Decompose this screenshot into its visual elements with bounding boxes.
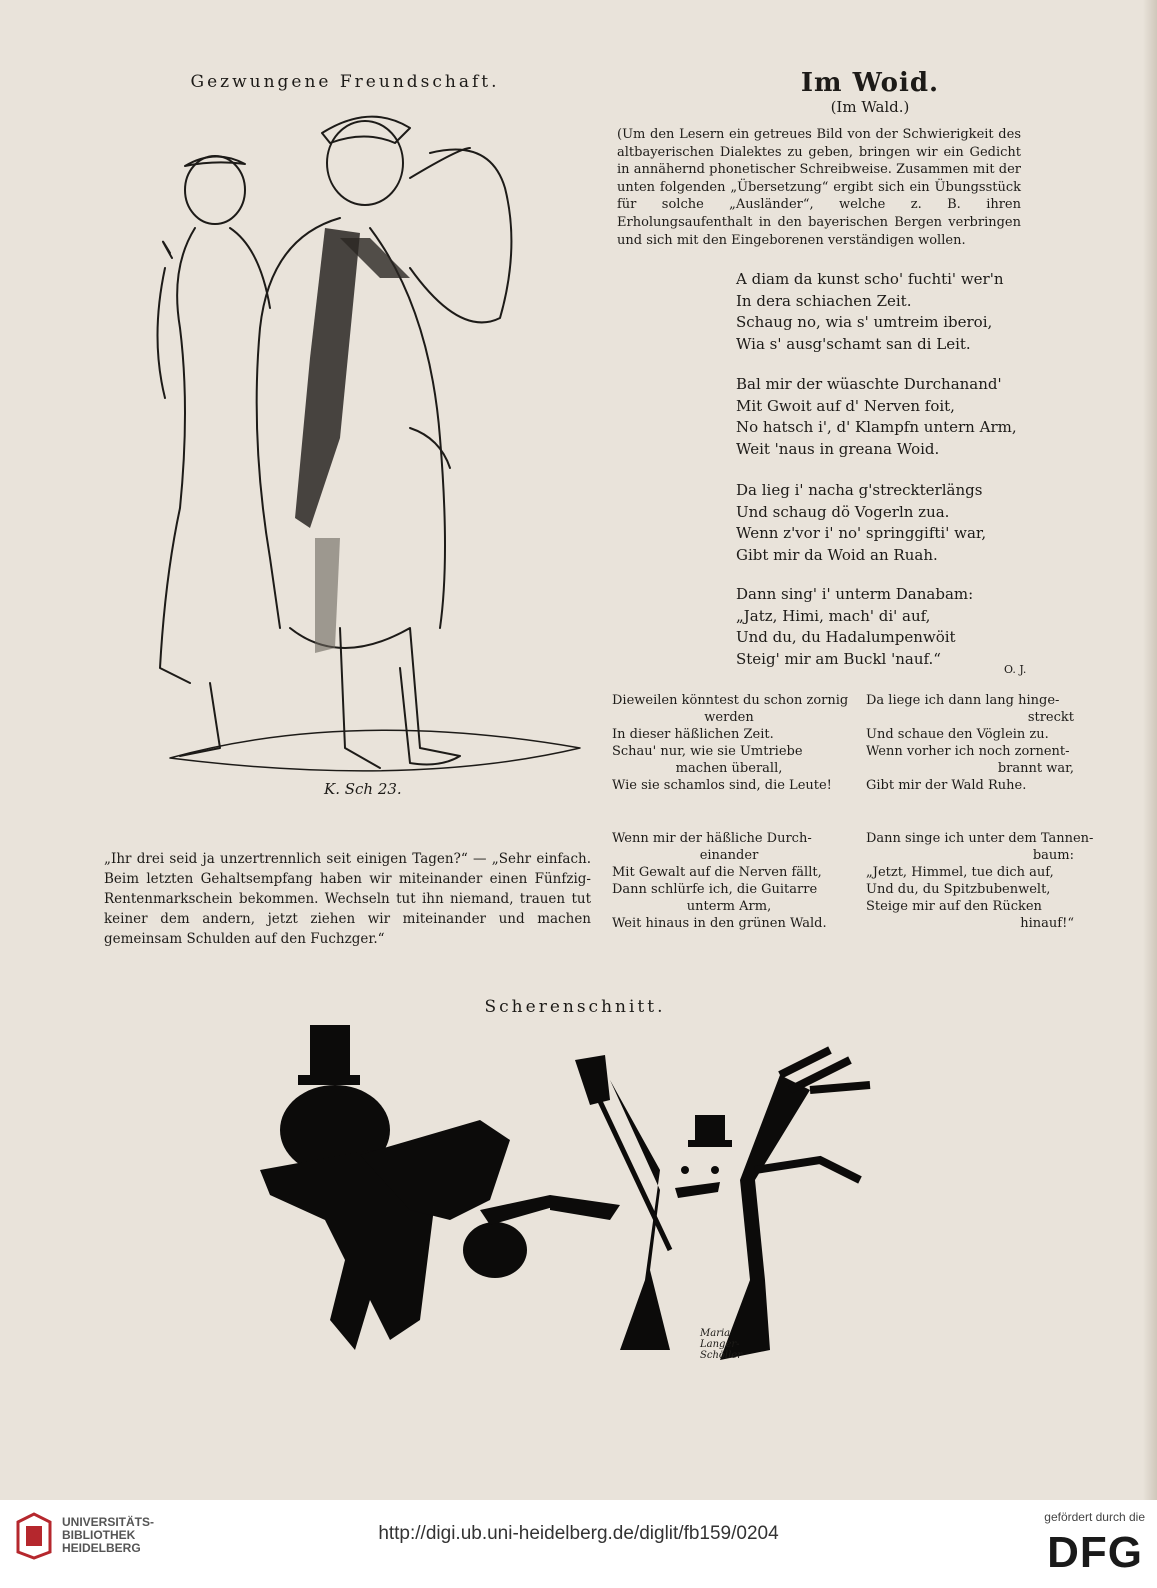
bottom-heading: Scherenschnitt. <box>484 997 666 1017</box>
drawing-signature: K. Sch 23. <box>324 780 402 798</box>
umbrella-handle <box>550 1195 620 1220</box>
basket-bundle <box>463 1222 527 1278</box>
translation-line: Und du, du Spitzbubenwelt, <box>866 882 1051 897</box>
poem-line: No hatsch i', d' Klampfn untern Arm, <box>736 418 1017 436</box>
translation-col2-stanza2 <box>866 830 1094 932</box>
translation-line: Dann singe ich unter dem Tannen- <box>866 831 1094 846</box>
caricature-illustration <box>110 108 600 820</box>
translation-line: Wenn vorher ich noch zornent- <box>866 744 1070 759</box>
poem-line: Wia s' ausg'schamt san di Leit. <box>736 334 971 353</box>
translation-line: Da liege ich dann lang hinge- <box>866 693 1060 708</box>
dialect-stanza-1 <box>736 269 1026 355</box>
left-man-coat-left <box>160 228 195 683</box>
snowman-hat <box>695 1115 725 1143</box>
cartoon-caption: „Ihr drei seid ja unzertrennlich seit einigen Tagen?“ — „Sehr einfach. Beim letzten Gehaltsempfang haben wir miteinander einen Fünfzig-Rentenmarkschein bekommen. Wechseln tut ihn niemand, trauen tut keiner dem andern, jetzt ziehen wir miteinander und machen gemeinsam Schulden auf den Fuchzger.“ <box>104 851 591 947</box>
snowman-eye <box>711 1166 719 1174</box>
scarecrow-hat-brim <box>298 1075 360 1085</box>
translation-line: werden <box>704 710 754 725</box>
translation-line: baum: <box>1032 848 1074 863</box>
right-man-arm <box>410 150 511 323</box>
snowman-eye <box>681 1166 689 1174</box>
poem-signature: O. J. <box>1004 663 1027 676</box>
poem-line: Wenn z'vor i' no' springgifti' war, <box>736 524 987 542</box>
left-man-arm <box>158 242 173 398</box>
poem-line: A diam da kunst scho' fuchti' wer'n <box>736 270 1004 288</box>
funded-by-text: gefördert durch die <box>1044 1510 1145 1524</box>
right-man-pocket <box>410 428 450 468</box>
translation-line: Und schaue den Vöglein zu. <box>866 727 1049 742</box>
left-man-head <box>185 156 245 224</box>
broom-head <box>575 1055 610 1105</box>
translation-col2-stanza1 <box>866 692 1074 794</box>
poem-line: Und du, du Hadalumpenwöit <box>736 628 956 646</box>
right-man-head <box>327 121 403 205</box>
poem-line: In dera schiachen Zeit. <box>736 291 912 310</box>
poem-line: Da lieg i' nacha g'streckterlängs <box>736 481 983 499</box>
translation-line: Weit hinaus in den grünen Wald. <box>612 916 827 931</box>
poem-line: Steig' mir am Buckl 'nauf.“ <box>736 649 941 668</box>
broom-stick <box>590 1080 670 1250</box>
poem-line: Mit Gwoit auf d' Nerven foit, <box>736 396 955 415</box>
library-line: HEIDELBERG <box>62 1541 141 1555</box>
snowman-hat-brim <box>688 1140 732 1147</box>
poem-line: Und schaug dö Vogerln zua. <box>736 502 950 521</box>
silhouette-illustration <box>250 1020 950 1400</box>
translation-col1-stanza1 <box>612 692 849 794</box>
poem-line: Dann sing' i' unterm Danabam: <box>736 585 974 603</box>
poem-intro: (Um den Lesern ein getreues Bild von der Schwierigkeit des altbayerischen Dialektes zu geben, bringen wir ein Gedicht in annähernd phonetischer Schreibweise. Zusammen mit der unten folgenden „Übersetzung“ ergibt sich ein Übungsstück für solche „Ausländer“, welche z. B. ihren Erholungsaufenthalt in den bayerischen Bergen verbringen und sich mit den Eingeborenen verständigen wollen. <box>617 127 1021 248</box>
trouser-hatching <box>315 538 340 653</box>
signature-line: Langer- <box>700 1339 740 1350</box>
library-line: BIBLIOTHEK <box>62 1528 136 1542</box>
translation-col1-stanza2 <box>612 830 846 932</box>
translation-line: Mit Gewalt auf die Nerven fällt, <box>612 865 822 880</box>
dialect-stanza-3 <box>736 480 1026 566</box>
translation-line: Dann schlürfe ich, die Guitarre <box>612 882 818 897</box>
translation-line: machen überall, <box>675 761 783 776</box>
silhouette-signature <box>700 1328 742 1361</box>
translation-line: hinauf!“ <box>1020 916 1074 931</box>
right-man-vest <box>295 228 360 528</box>
translation-line: Steige mir auf den Rücken <box>866 899 1042 914</box>
translation-line: Dieweilen könntest du schon zornig <box>612 693 849 708</box>
scarecrow-hat-crown <box>310 1025 350 1080</box>
right-man-pipe <box>410 148 470 178</box>
right-man-coat-right <box>370 228 445 628</box>
poem-line: Gibt mir da Woid an Ruah. <box>736 545 938 564</box>
translation-line: Wie sie schamlos sind, die Leute! <box>612 778 832 793</box>
left-man-leg <box>180 683 220 756</box>
translation-line: brannt war, <box>997 761 1074 776</box>
poem-line: Schaug no, wia s' umtreim iberoi, <box>736 313 993 331</box>
translation-line: In dieser häßlichen Zeit. <box>612 727 774 742</box>
translation-line: Schau' nur, wie sie Umtriebe <box>612 744 803 759</box>
translation-line: Gibt mir der Wald Ruhe. <box>866 778 1027 793</box>
library-line: UNIVERSITÄTS- <box>62 1515 155 1529</box>
signature-line: Maria <box>700 1328 731 1339</box>
poem-line: Weit 'naus in greana Woid. <box>736 439 940 458</box>
translation-line: streckt <box>1027 710 1074 725</box>
left-man-shoulder <box>230 228 270 308</box>
dfg-logo[interactable]: DFG <box>1047 1528 1143 1577</box>
translation-line: „Jetzt, Himmel, tue dich auf, <box>866 865 1054 880</box>
left-heading: Gezwungene Freundschaft. <box>190 72 500 92</box>
source-url-link[interactable]: http://digi.ub.uni-heidelberg.de/diglit/fb159/0204 <box>378 1523 779 1544</box>
poem-line: „Jatz, Himi, mach' di' auf, <box>736 606 931 625</box>
scarecrow-arm <box>480 1195 560 1225</box>
translation-line: Wenn mir der häßliche Durch- <box>612 831 812 846</box>
translation-line: unterm Arm, <box>686 899 772 914</box>
poem-line: Bal mir der wüaschte Durchanand' <box>736 375 1002 393</box>
silhouette-base <box>250 1390 950 1400</box>
dialect-stanza-2 <box>736 374 1026 460</box>
poem-title: Im Woid. <box>800 68 940 98</box>
poem-subtitle: (Im Wald.) <box>830 98 910 116</box>
dialect-stanza-4 <box>736 584 1026 670</box>
signature-line: Schöller <box>700 1350 743 1361</box>
page-edge <box>1143 0 1157 1500</box>
translation-line: einander <box>699 848 759 863</box>
